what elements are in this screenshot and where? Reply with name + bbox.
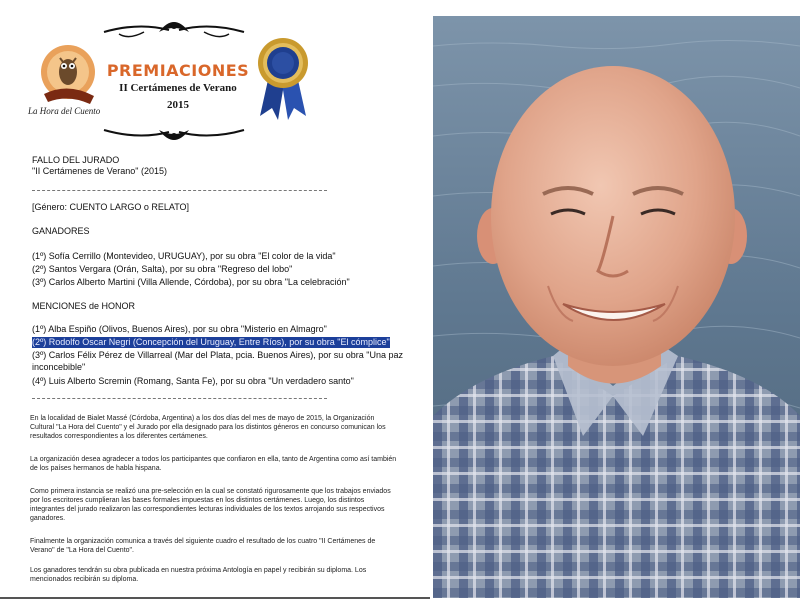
divider (32, 398, 327, 399)
winner-item: (2º) Santos Vergara (Orán, Salta), por su obra "Regreso del lobo" (32, 264, 293, 274)
portrait-photo (433, 16, 800, 598)
jury-subheading: "II Certámenes de Verano" (2015) (32, 166, 167, 176)
body-paragraph: Como primera instancia se realizó una pre-selección en la cual se constató rigurosamente que los trabajos enviados por los escritores cumplieran las bases formales impuestas en los distintos certámenes. Luego, los distintos integrantes del jurado realizaron las correspondientes lecturas individuales de los textos arrojando sus respectivos ganadores. (30, 488, 391, 522)
logo-caption: La Hora del Cuento (28, 106, 101, 116)
page-subtitle: II Certámenes de Verano (119, 82, 237, 94)
body-paragraph: Los ganadores tendrán su obra publicada en nuestra próxima Antología en papel y recibirán su diploma. Los mencionados recibirán su diploma. (30, 567, 367, 583)
winner-item: (3º) Carlos Alberto Martini (Villa Allende, Córdoba), por su obra "La celebración" (32, 277, 350, 287)
winners-heading: GANADORES (32, 226, 90, 236)
mention-item-highlighted: (2º) Rodolfo Oscar Negri (Concepción del Uruguay, Entre Ríos), por su obra "El cómplice" (32, 337, 390, 347)
body-paragraph: La organización desea agradecer a todos los participantes que confiaron en ella, tanto de Argentina como así también de los países hermanos de habla hispana. (30, 456, 397, 472)
mentions-heading: MENCIONES de HONOR (32, 301, 136, 311)
ornament-flourish-icon (99, 118, 249, 148)
jury-heading: FALLO DEL JURADO (32, 155, 120, 165)
ornament-flourish-icon (99, 14, 249, 44)
page-title: PREMIACIONES (106, 61, 250, 80)
winner-item: (1º) Sofía Cerrillo (Montevideo, URUGUAY), por su obra "El color de la vida" (32, 251, 336, 261)
page-year: 2015 (167, 99, 189, 111)
mention-item: (4º) Luis Alberto Scremin (Romang, Santa Fe), por su obra "Un verdadero santo" (32, 376, 354, 386)
body-paragraph: En la localidad de Bialet Massé (Córdoba, Argentina) a los dos días del mes de mayo de 2015, la Organización Cultural "La Hora del Cuento" y el Jurado por ella designado para los distintos géneros en concurso comunican los resultados correspondientes a los diferentes certámenes. (30, 415, 386, 440)
genre-label: [Género: CUENTO LARGO o RELATO] (32, 202, 190, 212)
divider (32, 190, 327, 191)
mention-item: (3º) Carlos Félix Pérez de Villarreal (Mar del Plata, pcia. Buenos Aires), por su obra "Una paz (32, 350, 403, 360)
body-paragraph: Finalmente la organización comunica a través del siguiente cuadro el resultado de los cuatro "II Certámenes de Verano" de "La Hora del Cuento". (30, 538, 376, 554)
mention-item: (1º) Alba Espiño (Olivos, Buenos Aires), por su obra "Misterio en Almagro" (32, 324, 327, 334)
medal-ribbon-icon (254, 36, 312, 122)
mention-item: inconcebible" (32, 362, 86, 372)
document-edge (0, 597, 430, 599)
